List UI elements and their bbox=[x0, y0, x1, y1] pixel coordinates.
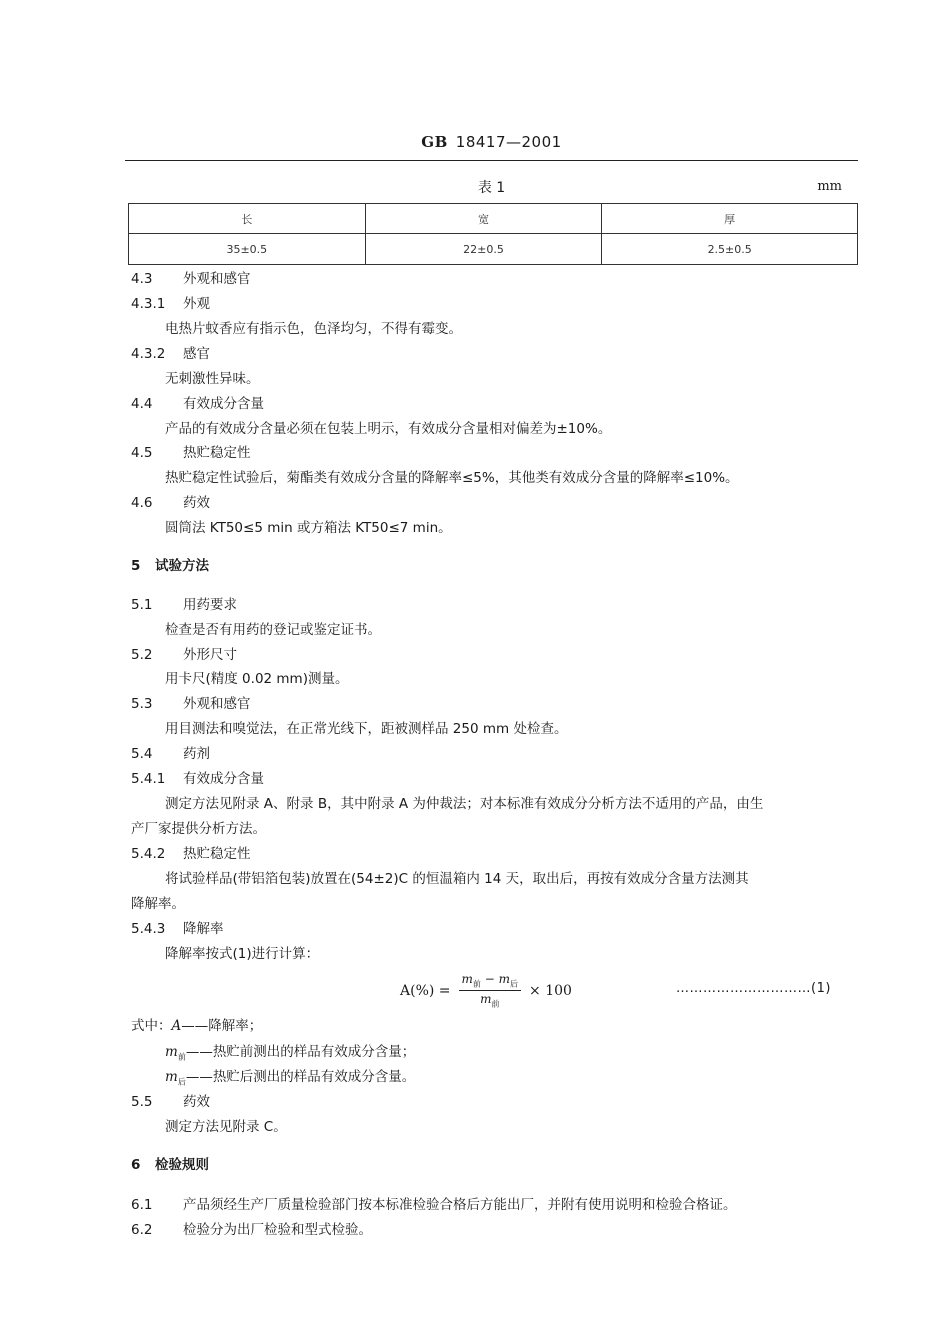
chapter-heading: 6 检验规则 bbox=[131, 1157, 209, 1173]
section-heading: 5.3 外观和感官 bbox=[131, 696, 251, 712]
where-line: 式中：A——降解率； bbox=[131, 1018, 263, 1034]
paragraph: 圆筒法 KT50≤5 min 或方箱法 KT50≤7 min。 bbox=[165, 520, 452, 536]
paragraph: 产品的有效成分含量必须在包装上明示，有效成分含量相对偏差为±10%。 bbox=[165, 421, 612, 437]
column-header: 长 bbox=[129, 204, 366, 234]
section-heading: 5.1 用药要求 bbox=[131, 597, 237, 613]
paragraph: 用卡尺(精度 0.02 mm)测量。 bbox=[165, 671, 349, 687]
paragraph: 测定方法见附录 A、附录 B，其中附录 A 为仲裁法；对本标准有效成分分析方法不适用的产品，由生 bbox=[165, 796, 764, 812]
paragraph: 无刺激性异味。 bbox=[165, 371, 260, 387]
formula-denominator: $m_前$ bbox=[480, 992, 500, 1009]
table-caption: 表 1 bbox=[477, 180, 506, 196]
column-header: 厚 bbox=[602, 204, 858, 234]
paragraph: 将试验样品(带铝箔包装)放置在(54±2)C 的恒温箱内 14 天，取出后，再按有效成分含量方法测其 bbox=[165, 871, 749, 887]
equation-number: …………………………(1) bbox=[676, 981, 831, 996]
section-heading: 5.5 药效 bbox=[131, 1094, 210, 1110]
standard-code: 18417—2001 bbox=[455, 133, 562, 151]
section-heading: 5.4.2 热贮稳定性 bbox=[131, 846, 251, 862]
section-heading: 4.5 热贮稳定性 bbox=[131, 445, 251, 461]
formula-rhs: × 100 bbox=[529, 982, 572, 999]
column-header: 宽 bbox=[365, 204, 602, 234]
section-heading: 4.4 有效成分含量 bbox=[131, 396, 264, 412]
section-heading: 5.4.1 有效成分含量 bbox=[131, 771, 264, 787]
table-cell: 2.5±0.5 bbox=[602, 234, 858, 265]
section-heading: 6.2 检验分为出厂检验和型式检验。 bbox=[131, 1222, 372, 1238]
where-line: $m_前——$热贮前测出的样品有效成分含量； bbox=[165, 1044, 416, 1062]
standard-prefix: GB bbox=[421, 133, 448, 151]
paragraph: 电热片蚊香应有指示色，色泽均匀，不得有霉变。 bbox=[165, 321, 462, 337]
formula-lhs: A(%) = bbox=[400, 982, 451, 999]
degradation-formula bbox=[400, 972, 572, 1010]
paragraph: 热贮稳定性试验后，菊酯类有效成分含量的降解率≤5%，其他类有效成分含量的降解率≤10%。 bbox=[165, 470, 739, 486]
dimension-table bbox=[128, 203, 858, 265]
section-heading: 4.3 外观和感官 bbox=[131, 271, 251, 287]
section-heading: 4.6 药效 bbox=[131, 495, 210, 511]
table-cell: 35±0.5 bbox=[129, 234, 366, 265]
formula-fraction bbox=[459, 972, 522, 1010]
paragraph: 检查是否有用药的登记或鉴定证书。 bbox=[165, 622, 381, 638]
paragraph: 降解率按式(1)进行计算： bbox=[165, 946, 320, 962]
formula-numerator: $m_前 - m_后$ bbox=[459, 972, 522, 991]
paragraph: 测定方法见附录 C。 bbox=[165, 1119, 287, 1135]
paragraph: 用目测法和嗅觉法，在正常光线下，距被测样品 250 mm 处检查。 bbox=[165, 721, 568, 737]
section-heading: 4.3.2 感官 bbox=[131, 346, 210, 362]
paragraph: 产厂家提供分析方法。 bbox=[131, 821, 266, 837]
chapter-heading: 5 试验方法 bbox=[131, 558, 209, 574]
section-heading: 5.2 外形尺寸 bbox=[131, 647, 237, 663]
table-unit: mm bbox=[817, 179, 842, 194]
table-header-row bbox=[129, 204, 858, 234]
paragraph: 降解率。 bbox=[131, 896, 185, 912]
where-line: $m_后——$热贮后测出的样品有效成分含量。 bbox=[165, 1069, 416, 1087]
section-heading: 5.4.3 降解率 bbox=[131, 921, 224, 937]
table-row bbox=[129, 234, 858, 265]
header-rule bbox=[125, 160, 858, 161]
document-header bbox=[125, 133, 858, 151]
section-heading: 5.4 药剂 bbox=[131, 746, 210, 762]
table-cell: 22±0.5 bbox=[365, 234, 602, 265]
section-heading: 6.1 产品须经生产厂质量检验部门按本标准检验合格后方能出厂，并附有使用说明和检验合格证。 bbox=[131, 1197, 737, 1213]
section-heading: 4.3.1 外观 bbox=[131, 296, 210, 312]
